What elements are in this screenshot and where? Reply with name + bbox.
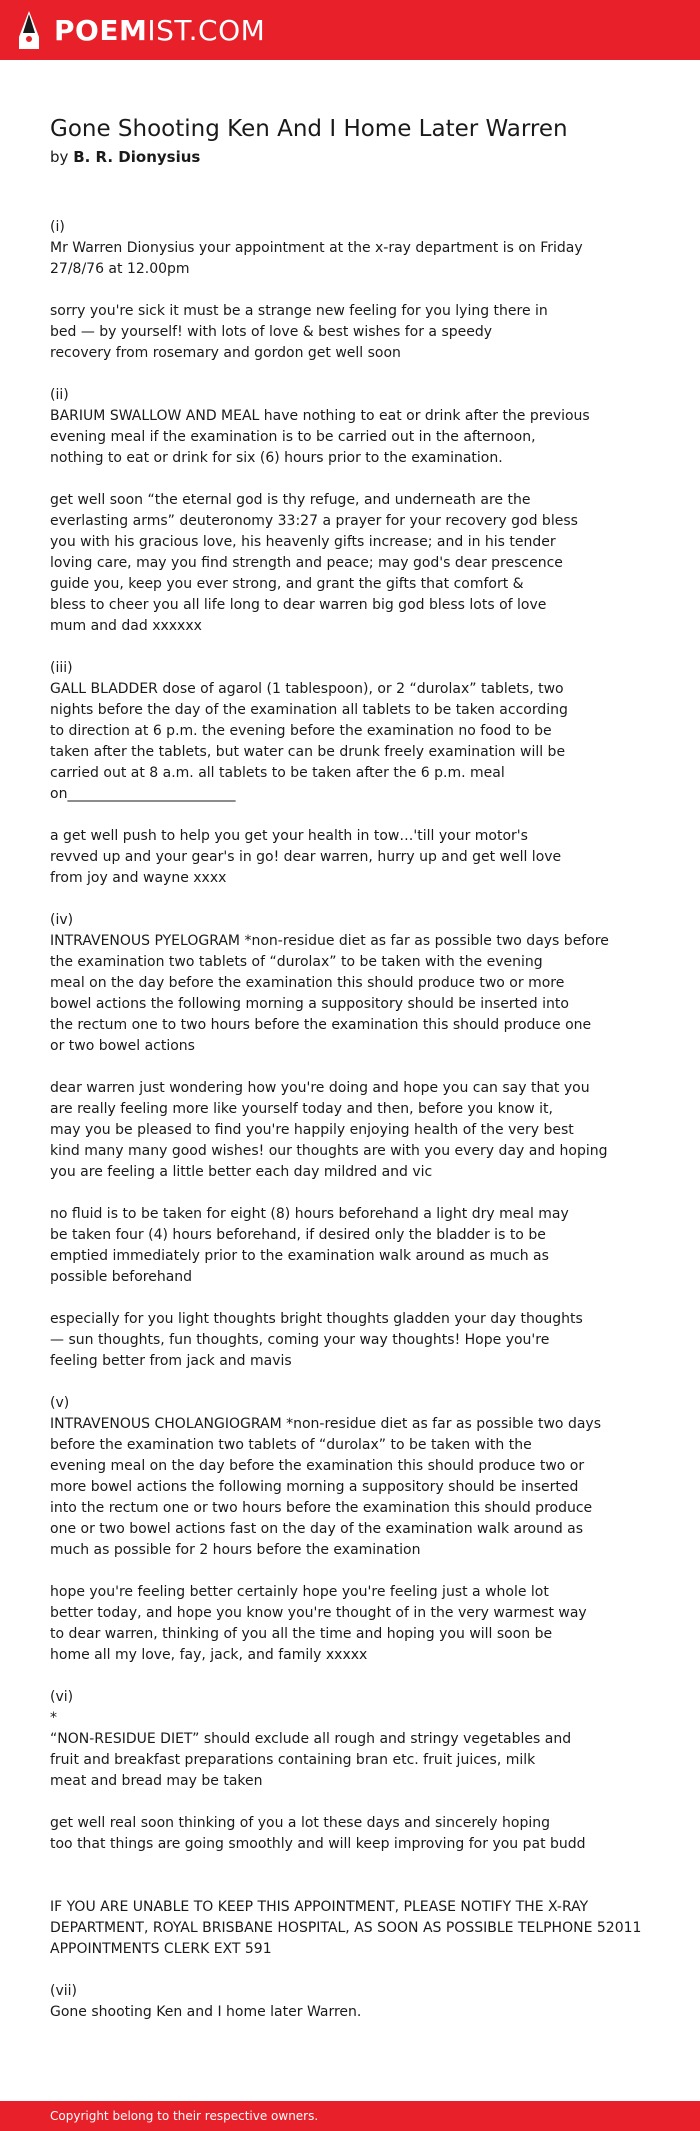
poem-line: you are feeling a little better each day mildred and vic — [50, 1164, 433, 1180]
poem-line: one or two bowel actions fast on the day of the examination walk around as — [50, 1521, 584, 1537]
stanza — [50, 1309, 665, 1372]
poem-line: Gone shooting Ken and I home later Warren. — [50, 2004, 362, 2020]
poem-line: evening meal if the examination is to be carried out in the afternoon, — [50, 429, 536, 445]
stanza — [50, 1078, 665, 1183]
poem-line: a get well push to help you get your health in tow…'till your motor's — [50, 828, 528, 844]
stanza-break — [50, 1666, 665, 1687]
site-footer — [0, 2101, 700, 2131]
stanza-break — [50, 1855, 665, 1876]
stanza — [50, 1687, 665, 1792]
poem-line: (vii) — [50, 1983, 77, 1999]
poem-line: better today, and hope you know you're thought of in the very warmest way — [50, 1605, 587, 1621]
poem-line: — sun thoughts, fun thoughts, coming your way thoughts! Hope you're — [50, 1332, 550, 1348]
poem-line: INTRAVENOUS CHOLANGIOGRAM *non-residue diet as far as possible two days — [50, 1416, 601, 1432]
stanza — [50, 1582, 665, 1666]
stanza — [50, 910, 665, 1057]
poem-line: the rectum one to two hours before the examination this should produce one — [50, 1017, 592, 1033]
poem-line: meal on the day before the examination this should produce two or more — [50, 975, 565, 991]
poem-body — [50, 217, 665, 2023]
poem-line: mum and dad xxxxxx — [50, 618, 202, 634]
stanza-break — [50, 637, 665, 658]
poem-line: bowel actions the following morning a suppository should be inserted into — [50, 996, 569, 1012]
poem-line: APPOINTMENTS CLERK EXT 591 — [50, 1941, 272, 1957]
poem-line: (vi) — [50, 1689, 74, 1705]
poem-line: guide you, keep you ever strong, and grant the gifts that comfort & — [50, 576, 524, 592]
poem-line: revved up and your gear's in go! dear warren, hurry up and get well love — [50, 849, 562, 865]
poem-line: much as possible for 2 hours before the examination — [50, 1542, 421, 1558]
brand-light: IST.COM — [147, 13, 266, 47]
poem-line: GALL BLADDER dose of agarol (1 tablespoon), or 2 “durolax” tablets, two — [50, 681, 564, 697]
poem-line: nothing to eat or drink for six (6) hours prior to the examination. — [50, 450, 503, 466]
stanza — [50, 1981, 665, 2023]
poem-line: the examination two tablets of “durolax” to be taken with the evening — [50, 954, 543, 970]
poem-line: recovery from rosemary and gordon get well soon — [50, 345, 401, 361]
stanza-break — [50, 1372, 665, 1393]
stanza — [50, 385, 665, 469]
stanza — [50, 1204, 665, 1288]
stanza-break — [50, 280, 665, 301]
poem-line: DEPARTMENT, ROYAL BRISBANE HOSPITAL, AS SOON AS POSSIBLE TELPHONE 52011 — [50, 1920, 642, 1936]
stanza-break — [50, 1792, 665, 1813]
stanza-break — [50, 364, 665, 385]
stanza — [50, 658, 665, 805]
poem-line: (iii) — [50, 660, 73, 676]
pen-nib-icon — [18, 11, 40, 49]
stanza — [50, 1813, 665, 1855]
poem-line: get well real soon thinking of you a lot these days and sincerely hoping — [50, 1815, 550, 1831]
poem-line: be taken four (4) hours beforehand, if desired only the bladder is to be — [50, 1227, 546, 1243]
poem-line: taken after the tablets, but water can be drunk freely examination will be — [50, 744, 566, 760]
stanza-break — [50, 1288, 665, 1309]
stanza-break — [50, 1183, 665, 1204]
poem-line: may you be pleased to find you're happily enjoying health of the very best — [50, 1122, 574, 1138]
poem-line: to dear warren, thinking of you all the time and hoping you will soon be — [50, 1626, 553, 1642]
poem-line: * — [50, 1710, 57, 1726]
stanza-break — [50, 1057, 665, 1078]
stanza — [50, 301, 665, 364]
stanza — [50, 826, 665, 889]
poem-line: into the rectum one or two hours before the examination this should produce — [50, 1500, 593, 1516]
poem-line: meat and bread may be taken — [50, 1773, 263, 1789]
poem-line: or two bowel actions — [50, 1038, 195, 1054]
stanza-break — [50, 805, 665, 826]
poem-line: dear warren just wondering how you're doing and hope you can say that you — [50, 1080, 590, 1096]
poem-line: feeling better from jack and mavis — [50, 1353, 292, 1369]
stanza — [50, 217, 665, 280]
poem-line: possible beforehand — [50, 1269, 193, 1285]
poem-line: (ii) — [50, 387, 69, 403]
poem-line: Mr Warren Dionysius your appointment at the x-ray department is on Friday — [50, 240, 583, 256]
poem-line: get well soon “the eternal god is thy refuge, and underneath are the — [50, 492, 531, 508]
poem-line: sorry you're sick it must be a strange new feeling for you lying there in — [50, 303, 548, 319]
poem-line: (iv) — [50, 912, 74, 928]
poem-line: too that things are going smoothly and will keep improving for you pat budd — [50, 1836, 586, 1852]
poem-line: 27/8/76 at 12.00pm — [50, 261, 190, 277]
poem-line: evening meal on the day before the examination this should produce two or — [50, 1458, 585, 1474]
poem-line: are really feeling more like yourself today and then, before you know it, — [50, 1101, 553, 1117]
poem-line: BARIUM SWALLOW AND MEAL have nothing to eat or drink after the previous — [50, 408, 590, 424]
poem-line: to direction at 6 p.m. the evening before the examination no food to be — [50, 723, 552, 739]
byline — [50, 148, 200, 166]
poem-line: “NON-RESIDUE DIET” should exclude all rough and stringy vegetables and — [50, 1731, 572, 1747]
poem-line: emptied immediately prior to the examination walk around as much as — [50, 1248, 549, 1264]
brand-name — [54, 14, 265, 47]
poem-line: bed — by yourself! with lots of love & best wishes for a speedy — [50, 324, 493, 340]
poem-line: fruit and breakfast preparations containing bran etc. fruit juices, milk — [50, 1752, 536, 1768]
poem-line: no fluid is to be taken for eight (8) hours beforehand a light dry meal may — [50, 1206, 569, 1222]
stanza-break — [50, 889, 665, 910]
poem-line: you with his gracious love, his heavenly gifts increase; and in his tender — [50, 534, 556, 550]
poem-line: home all my love, fay, jack, and family xxxxx — [50, 1647, 368, 1663]
stanza — [50, 1897, 665, 1960]
copyright-text: Copyright belong to their respective owners. — [50, 2109, 319, 2123]
poem-line: from joy and wayne xxxx — [50, 870, 227, 886]
poem-line: hope you're feeling better certainly hope you're feeling just a whole lot — [50, 1584, 549, 1600]
poem-line: especially for you light thoughts bright thoughts gladden your day thoughts — [50, 1311, 583, 1327]
poem-line: bless to cheer you all life long to dear warren big god bless lots of love — [50, 597, 547, 613]
by-prefix: by — [50, 148, 69, 166]
poem-line: carried out at 8 a.m. all tablets to be taken after the 6 p.m. meal — [50, 765, 505, 781]
poem-line: loving care, may you find strength and peace; may god's dear prescence — [50, 555, 563, 571]
stanza-break — [50, 1960, 665, 1981]
site-header — [0, 0, 700, 60]
brand-bold: POEM — [54, 13, 148, 47]
stanza — [50, 490, 665, 637]
poem-line: nights before the day of the examination all tablets to be taken according — [50, 702, 568, 718]
stanza-break — [50, 1561, 665, 1582]
poem-line: INTRAVENOUS PYELOGRAM *non-residue diet as far as possible two days before — [50, 933, 609, 949]
poem-line: (i) — [50, 219, 65, 235]
stanza — [50, 1393, 665, 1561]
poem-line: IF YOU ARE UNABLE TO KEEP THIS APPOINTMENT, PLEASE NOTIFY THE X-RAY — [50, 1899, 589, 1915]
poem-line: everlasting arms” deuteronomy 33:27 a prayer for your recovery god bless — [50, 513, 578, 529]
poem-line: (v) — [50, 1395, 70, 1411]
poem-line: kind many many good wishes! our thoughts are with you every day and hoping — [50, 1143, 608, 1159]
poem-line: on________________________ — [50, 786, 236, 802]
poem-title: Gone Shooting Ken And I Home Later Warren — [50, 116, 568, 142]
poem-line: more bowel actions the following morning a suppository should be inserted — [50, 1479, 579, 1495]
author-name[interactable]: B. R. Dionysius — [73, 148, 201, 166]
site-logo[interactable] — [18, 11, 265, 49]
stanza-break — [50, 1876, 665, 1897]
poem-line: before the examination two tablets of “durolax” to be taken with the — [50, 1437, 532, 1453]
stanza-break — [50, 469, 665, 490]
